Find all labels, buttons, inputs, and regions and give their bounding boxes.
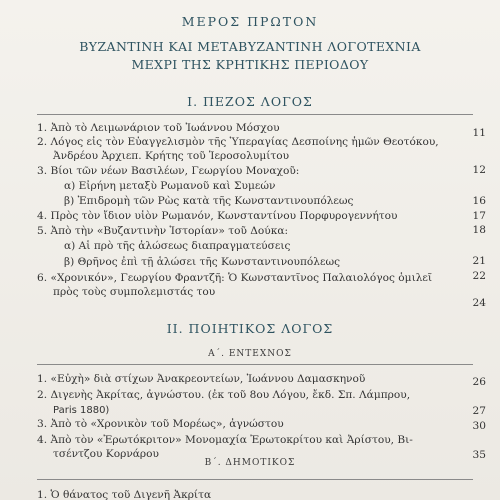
toc-entry-5a-page: 21 xyxy=(472,255,486,267)
toc-entry-4-page: 18 xyxy=(472,224,486,236)
poetry-entry-1-page: 26 xyxy=(472,376,486,388)
toc-entry-2-page: 12 xyxy=(472,164,486,176)
poetry-entry-4-page: 35 xyxy=(472,449,486,461)
section-1-rule xyxy=(37,114,473,115)
section-2-heading: ΙΙ. ΠΟΙΗΤΙΚΟΣ ΛΟΓΟΣ xyxy=(166,321,334,336)
poetry-entry-4-line-1: 4. Ἀπὸ τὸν «Ἐρωτόκριτον» Μονομαχία Ἐρωτοκρίτου καὶ Ἀρίστου, Βι- xyxy=(37,434,413,446)
toc-entry-2-line-2: Ἀνδρέου Ἀρχιεπ. Κρήτης τοῦ Ἱεροσολυμίτου xyxy=(53,150,290,162)
toc-entry-5a-line-1: α) Αἱ πρὸ τῆς ἁλώσεως διαπραγματεύσεις xyxy=(64,240,291,252)
toc-entry-3b-page: 17 xyxy=(472,210,486,222)
toc-entry-6-line-2: πρὸς τοὺς συμπολεμιστάς του xyxy=(53,286,216,298)
section-1-heading: Ι. ΠΕΖΟΣ ΛΟΓΟΣ xyxy=(187,94,313,109)
title-line-1: ΒΥΖΑΝΤΙΝΗ ΚΑΙ ΜΕΤΑΒΥΖΑΝΤΙΝΗ ΛΟΓΟΤΕΧΝΙΑ xyxy=(79,39,421,54)
part-heading: ΜΕΡΟΣ ΠΡΩΤΟΝ xyxy=(181,14,319,29)
toc-entry-6-page: 24 xyxy=(472,297,486,309)
poetry-entry-2-line-2: Paris 1880) xyxy=(53,405,110,416)
poetry-entry-2-page: 27 xyxy=(472,405,486,417)
poetry-entry-1-line-1: 1. «Εὐχὴ» διὰ στίχων Ἀνακρεοντείων, Ἰωάννου Δαμασκηνοῦ xyxy=(37,373,366,385)
toc-entry-3-line-1: 3. Βίοι τῶν νέων Βασιλέων, Γεωργίου Μοναχοῦ: xyxy=(37,165,300,177)
toc-entry-5b-page: 22 xyxy=(472,270,486,282)
poetry-entry-4-line-2: τσέντζου Κορνάρου xyxy=(53,448,159,460)
section-2a-rule xyxy=(37,364,473,365)
poetry-entry-2-line-1: 2. Διγενὴς Ἀκρίτας, ἀγνώστου. (ἐκ τοῦ 8ου Λόγου, ἔκδ. Σπ. Λάμπρου, xyxy=(37,389,411,401)
subsection-a-heading: Α΄. ΕΝΤΕΧΝΟΣ xyxy=(208,349,292,359)
toc-entry-3a-line-1: α) Εἰρήνη μεταξὺ Ρωμανοῦ καὶ Συμεών xyxy=(64,180,276,192)
title-line-2: ΜΕΧΡΙ ΤΗΣ ΚΡΗΤΙΚΗΣ ΠΕΡΙΟΔΟΥ xyxy=(131,57,369,72)
toc-entry-3b-line-1: β) Ἐπιδρομὴ τῶν Ρὼς κατὰ τῆς Κωνσταντινουπόλεως xyxy=(64,195,354,207)
toc-entry-5b-line-1: β) Θρῆνος ἐπὶ τῇ ἁλώσει τῆς Κωνσταντινουπόλεως xyxy=(64,256,341,268)
section-2b-rule xyxy=(37,479,473,480)
toc-entry-6-line-1: 6. «Χρονικόν», Γεωργίου Φραντζῆ: Ὁ Κωνσταντῖνος Παλαιολόγος ὁμιλεῖ xyxy=(37,272,433,284)
toc-entry-2-line-1: 2. Λόγος εἰς τὸν Εὐαγγελισμὸν τῆς Ὑπεραγίας Δεσποίνης ἡμῶν Θεοτόκου, xyxy=(37,136,439,148)
poetry-entry-3-line-1: 3. Ἀπὸ τὸ «Χρονικὸν τοῦ Μορέως», ἀγνώστου xyxy=(37,418,284,430)
toc-entry-1-page: 11 xyxy=(472,127,486,139)
toc-entry-3a-page: 16 xyxy=(472,195,486,207)
toc-entry-1-line-1: 1. Ἀπὸ τὸ Λειμωνάριον τοῦ Ἰωάννου Μόσχου xyxy=(37,122,280,134)
poetry-entry-3-page: 30 xyxy=(472,420,486,432)
toc-entry-5-line-1: 5. Ἀπὸ τὴν «Βυζαντινὴν Ἱστορίαν» τοῦ Δούκα: xyxy=(37,225,289,237)
subsection-b-heading: Β΄. ΔΗΜΟΤΙΚΟΣ xyxy=(204,458,296,468)
folk-entry-1-line-1: 1. Ὁ θάνατος τοῦ Διγενῆ Ἀκρίτα xyxy=(37,489,212,500)
toc-entry-4-line-1: 4. Πρὸς τὸν ἴδιον υἱὸν Ρωμανόν, Κωνσταντίνου Πορφυρογεννήτου xyxy=(37,210,398,222)
